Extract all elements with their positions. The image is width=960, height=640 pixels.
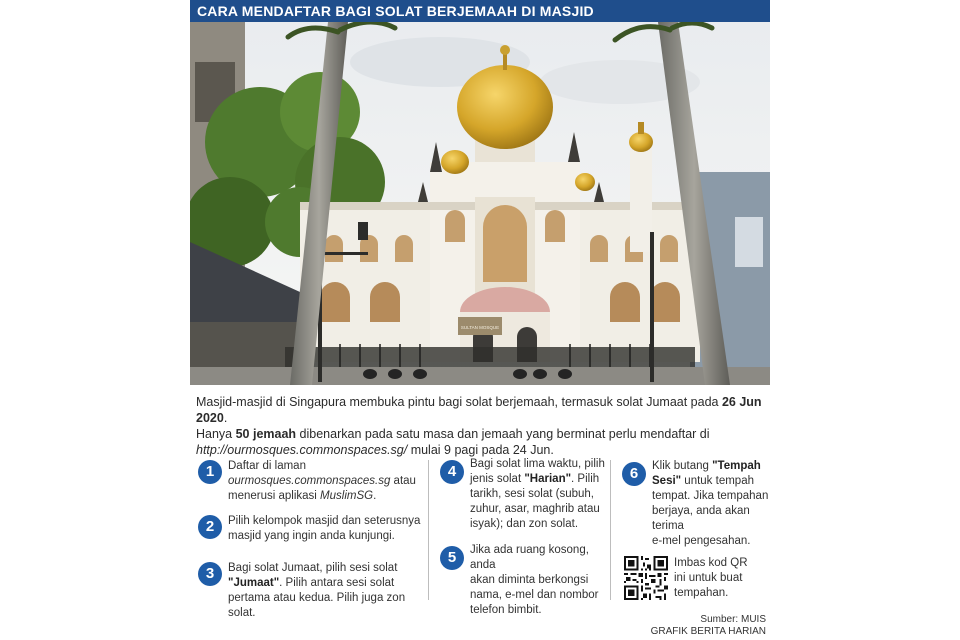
step-number-badge: 1 — [198, 460, 222, 484]
page-title: CARA MENDAFTAR BAGI SOLAT BERJEMAAH DI MASJID — [197, 3, 594, 19]
capacity-highlight: 50 jemaah — [235, 427, 297, 441]
qr-instruction: Imbas kod QR ini untuk buat tempahan. — [674, 557, 748, 599]
step-number-badge: 5 — [440, 546, 464, 570]
step-number-badge: 3 — [198, 562, 222, 586]
column-divider — [428, 460, 429, 600]
step-2-text: Pilih kelompok masjid dan seterusnya masjid yang ingin anda kunjungi. — [228, 515, 421, 542]
step-number-badge: 6 — [622, 462, 646, 486]
step-number-badge: 2 — [198, 515, 222, 539]
intro-text — [196, 394, 766, 458]
source-credit: Sumber: MUIS GRAFIK BERITA HARIAN — [650, 614, 766, 637]
mosque-photo — [190, 22, 770, 385]
qr-code[interactable] — [624, 556, 668, 600]
step-6-text: Klik butang "Tempah Sesi" untuk tempah tempat. Jika tempahan berjaya, anda akan terima e-mel pengesahan. — [652, 460, 769, 547]
step-1-url: ourmosques.commonspaces.sg — [228, 475, 391, 487]
date-highlight: 26 Jun 2020 — [196, 395, 762, 425]
mosque-illustration — [190, 22, 770, 385]
registration-url: http://ourmosques.commonspaces.sg/ — [196, 443, 408, 457]
intro-line-3: http://ourmosques.commonspaces.sg/ mulai 9 pagi pada 24 Jun. — [196, 443, 554, 457]
step-number-badge: 4 — [440, 460, 464, 484]
step-3-text: Bagi solat Jumaat, pilih sesi solat "Jumaat". Pilih antara sesi solat pertama atau kedua. Pilih juga zon solat. — [228, 562, 406, 619]
step-5-text: Jika ada ruang kosong, anda akan diminta berkongsi nama, e-mel dan nombor telefon bimbit. — [470, 544, 599, 616]
step-1-text: Daftar di laman ourmosques.commonspaces.sg atau menerusi aplikasi MuslimSG. — [228, 460, 416, 502]
intro-line-2: Hanya 50 jemaah dibenarkan pada satu masa dan jemaah yang berminat perlu mendaftar di — [196, 427, 710, 441]
column-divider — [610, 460, 611, 600]
header-bar — [190, 0, 770, 22]
step-1-app: MuslimSG — [320, 490, 374, 502]
intro-line-1: Masjid-masjid di Singapura membuka pintu bagi solat berjemaah, termasuk solat Jumaat pada 26 Jun 2020. — [196, 395, 762, 425]
step-4-text: Bagi solat lima waktu, pilih jenis solat "Harian". Pilih tarikh, sesi solat (subuh, zuhur, asar, maghrib atau isyak); dan zon solat. — [470, 458, 605, 530]
mosque-signboard: SULTAN MOSQUE — [460, 325, 500, 330]
